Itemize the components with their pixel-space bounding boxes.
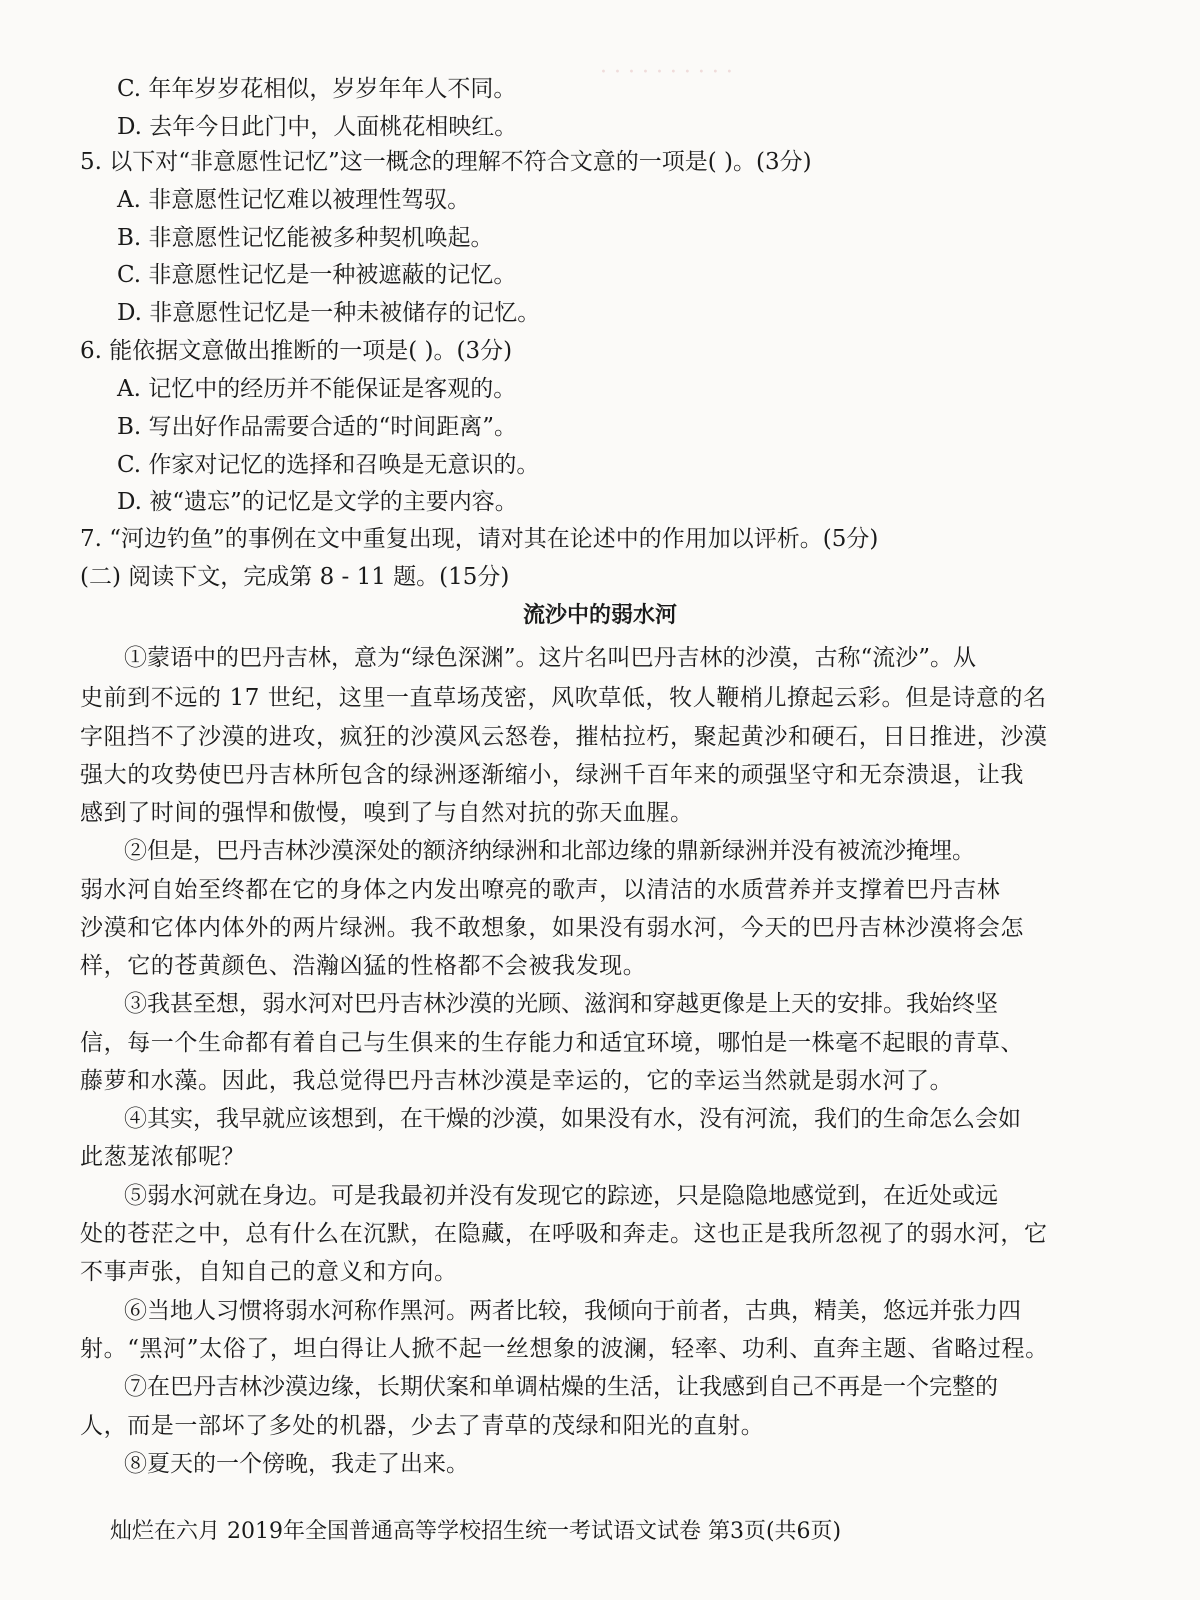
q4-option-d: D. 去年今日此门中，人面桃花相映红。 (117, 114, 518, 140)
bleed-through-text: · · · · · · · · · · (600, 60, 733, 85)
article-title: 流沙中的弱水河 (522, 602, 677, 628)
page-footer: 灿烂在六月 2019年全国普通高等学校招生统一考试语文试卷 第3页(共6页) (110, 1519, 842, 1544)
q6-option-d: D. 被“遗忘”的记忆是文学的主要内容。 (117, 489, 518, 515)
article-line: 不事声张，自知自己的意义和方向。 (80, 1259, 458, 1285)
article-line: ⑧夏天的一个傍晚，我走了出来。 (124, 1451, 469, 1477)
q7-stem: 7. “河边钓鱼”的事例在文中重复出现，请对其在论述中的作用加以评析。(5分) (80, 526, 879, 552)
q5-option-b: B. 非意愿性记忆能被多种契机唤起。 (117, 225, 494, 251)
article-line: 字阻挡不了沙漠的进攻，疯狂的沙漠风云怒卷，摧枯拉朽，聚起黄沙和硬石，日日推进，沙漠 (80, 724, 1048, 750)
article-line: 沙漠和它体内体外的两片绿洲。我不敢想象，如果没有弱水河，今天的巴丹吉林沙漠将会怎 (80, 915, 1024, 941)
q6-option-a: A. 记忆中的经历并不能保证是客观的。 (117, 376, 517, 402)
article-line: 弱水河自始至终都在它的身体之内发出嘹亮的歌声，以清洁的水质营养并支撑着巴丹吉林 (80, 877, 1001, 903)
q5-option-c: C. 非意愿性记忆是一种被遮蔽的记忆。 (117, 262, 517, 288)
q6-stem: 6. 能依据文意做出推断的一项是( )。(3分) (80, 338, 513, 364)
article-line: ⑤弱水河就在身边。可是我最初并没有发现它的踪迹，只是隐隐地感觉到，在近处或远 (124, 1183, 998, 1209)
article-line: 处的苍茫之中，总有什么在沉默，在隐藏，在呼吸和奔走。这也正是我所忽视了的弱水河，它 (80, 1221, 1048, 1247)
q6-option-b: B. 写出好作品需要合适的“时间距离”。 (117, 414, 518, 440)
article-line: 强大的攻势使巴丹吉林所包含的绿洲逐渐缩小，绿洲千百年来的顽强坚守和无奈溃退，让我 (80, 762, 1024, 788)
q4-option-c: C. 年年岁岁花相似，岁岁年年人不同。 (117, 76, 517, 102)
article-line: 藤萝和水藻。因此，我总觉得巴丹吉林沙漠是幸运的，它的幸运当然就是弱水河了。 (80, 1068, 954, 1094)
q6-option-c: C. 作家对记忆的选择和召唤是无意识的。 (117, 452, 540, 478)
article-line: ④其实，我早就应该想到，在干燥的沙漠，如果没有水，没有河流，我们的生命怎么会如 (124, 1106, 1021, 1132)
article-line: 射。“黑河”太俗了，坦白得让人掀不起一丝想象的波澜，轻率、功利、直奔主题、省略过程。 (80, 1336, 1049, 1362)
article-line: 人，而是一部坏了多处的机器，少去了青草的茂绿和阳光的直射。 (80, 1413, 765, 1439)
article-line: 信，每一个生命都有着自己与生俱来的生存能力和适宜环境，哪怕是一株毫不起眼的青草、 (80, 1030, 1024, 1056)
article-line: 感到了时间的强悍和傲慢，嗅到了与自然对抗的弥天血腥。 (80, 800, 694, 826)
article-line: ⑦在巴丹吉林沙漠边缘，长期伏案和单调枯燥的生活，让我感到自己不再是一个完整的 (124, 1374, 998, 1400)
article-line: 样，它的苍黄颜色、浩瀚凶猛的性格都不会被我发现。 (80, 953, 647, 979)
article-line: 史前到不远的 17 世纪，这里一直草场茂密，风吹草低，牧人鞭梢儿撩起云彩。但是诗意的名 (80, 685, 1047, 711)
article-line: 此葱茏浓郁呢？ (80, 1144, 246, 1170)
article-line: ①蒙语中的巴丹吉林，意为“绿色深渊”。这片名叫巴丹吉林的沙漠，古称“流沙”。从 (124, 645, 977, 671)
article-line: ②但是，巴丹吉林沙漠深处的额济纳绿洲和北部边缘的鼎新绿洲并没有被流沙掩埋。 (124, 838, 975, 864)
q5-stem: 5. 以下对“非意愿性记忆”这一概念的理解不符合文意的一项是( )。(3分) (80, 149, 812, 175)
q5-option-a: A. 非意愿性记忆难以被理性驾驭。 (117, 187, 471, 213)
section-2-heading: (二) 阅读下文，完成第 8 - 11 题。(15分) (80, 564, 510, 590)
article-line: ③我甚至想，弱水河对巴丹吉林沙漠的光顾、滋润和穿越更像是上天的安排。我始终坚 (124, 991, 998, 1017)
q5-option-d: D. 非意愿性记忆是一种未被储存的记忆。 (117, 300, 541, 326)
article-line: ⑥当地人习惯将弱水河称作黑河。两者比较，我倾向于前者，古典，精美，悠远并张力四 (124, 1298, 1021, 1324)
